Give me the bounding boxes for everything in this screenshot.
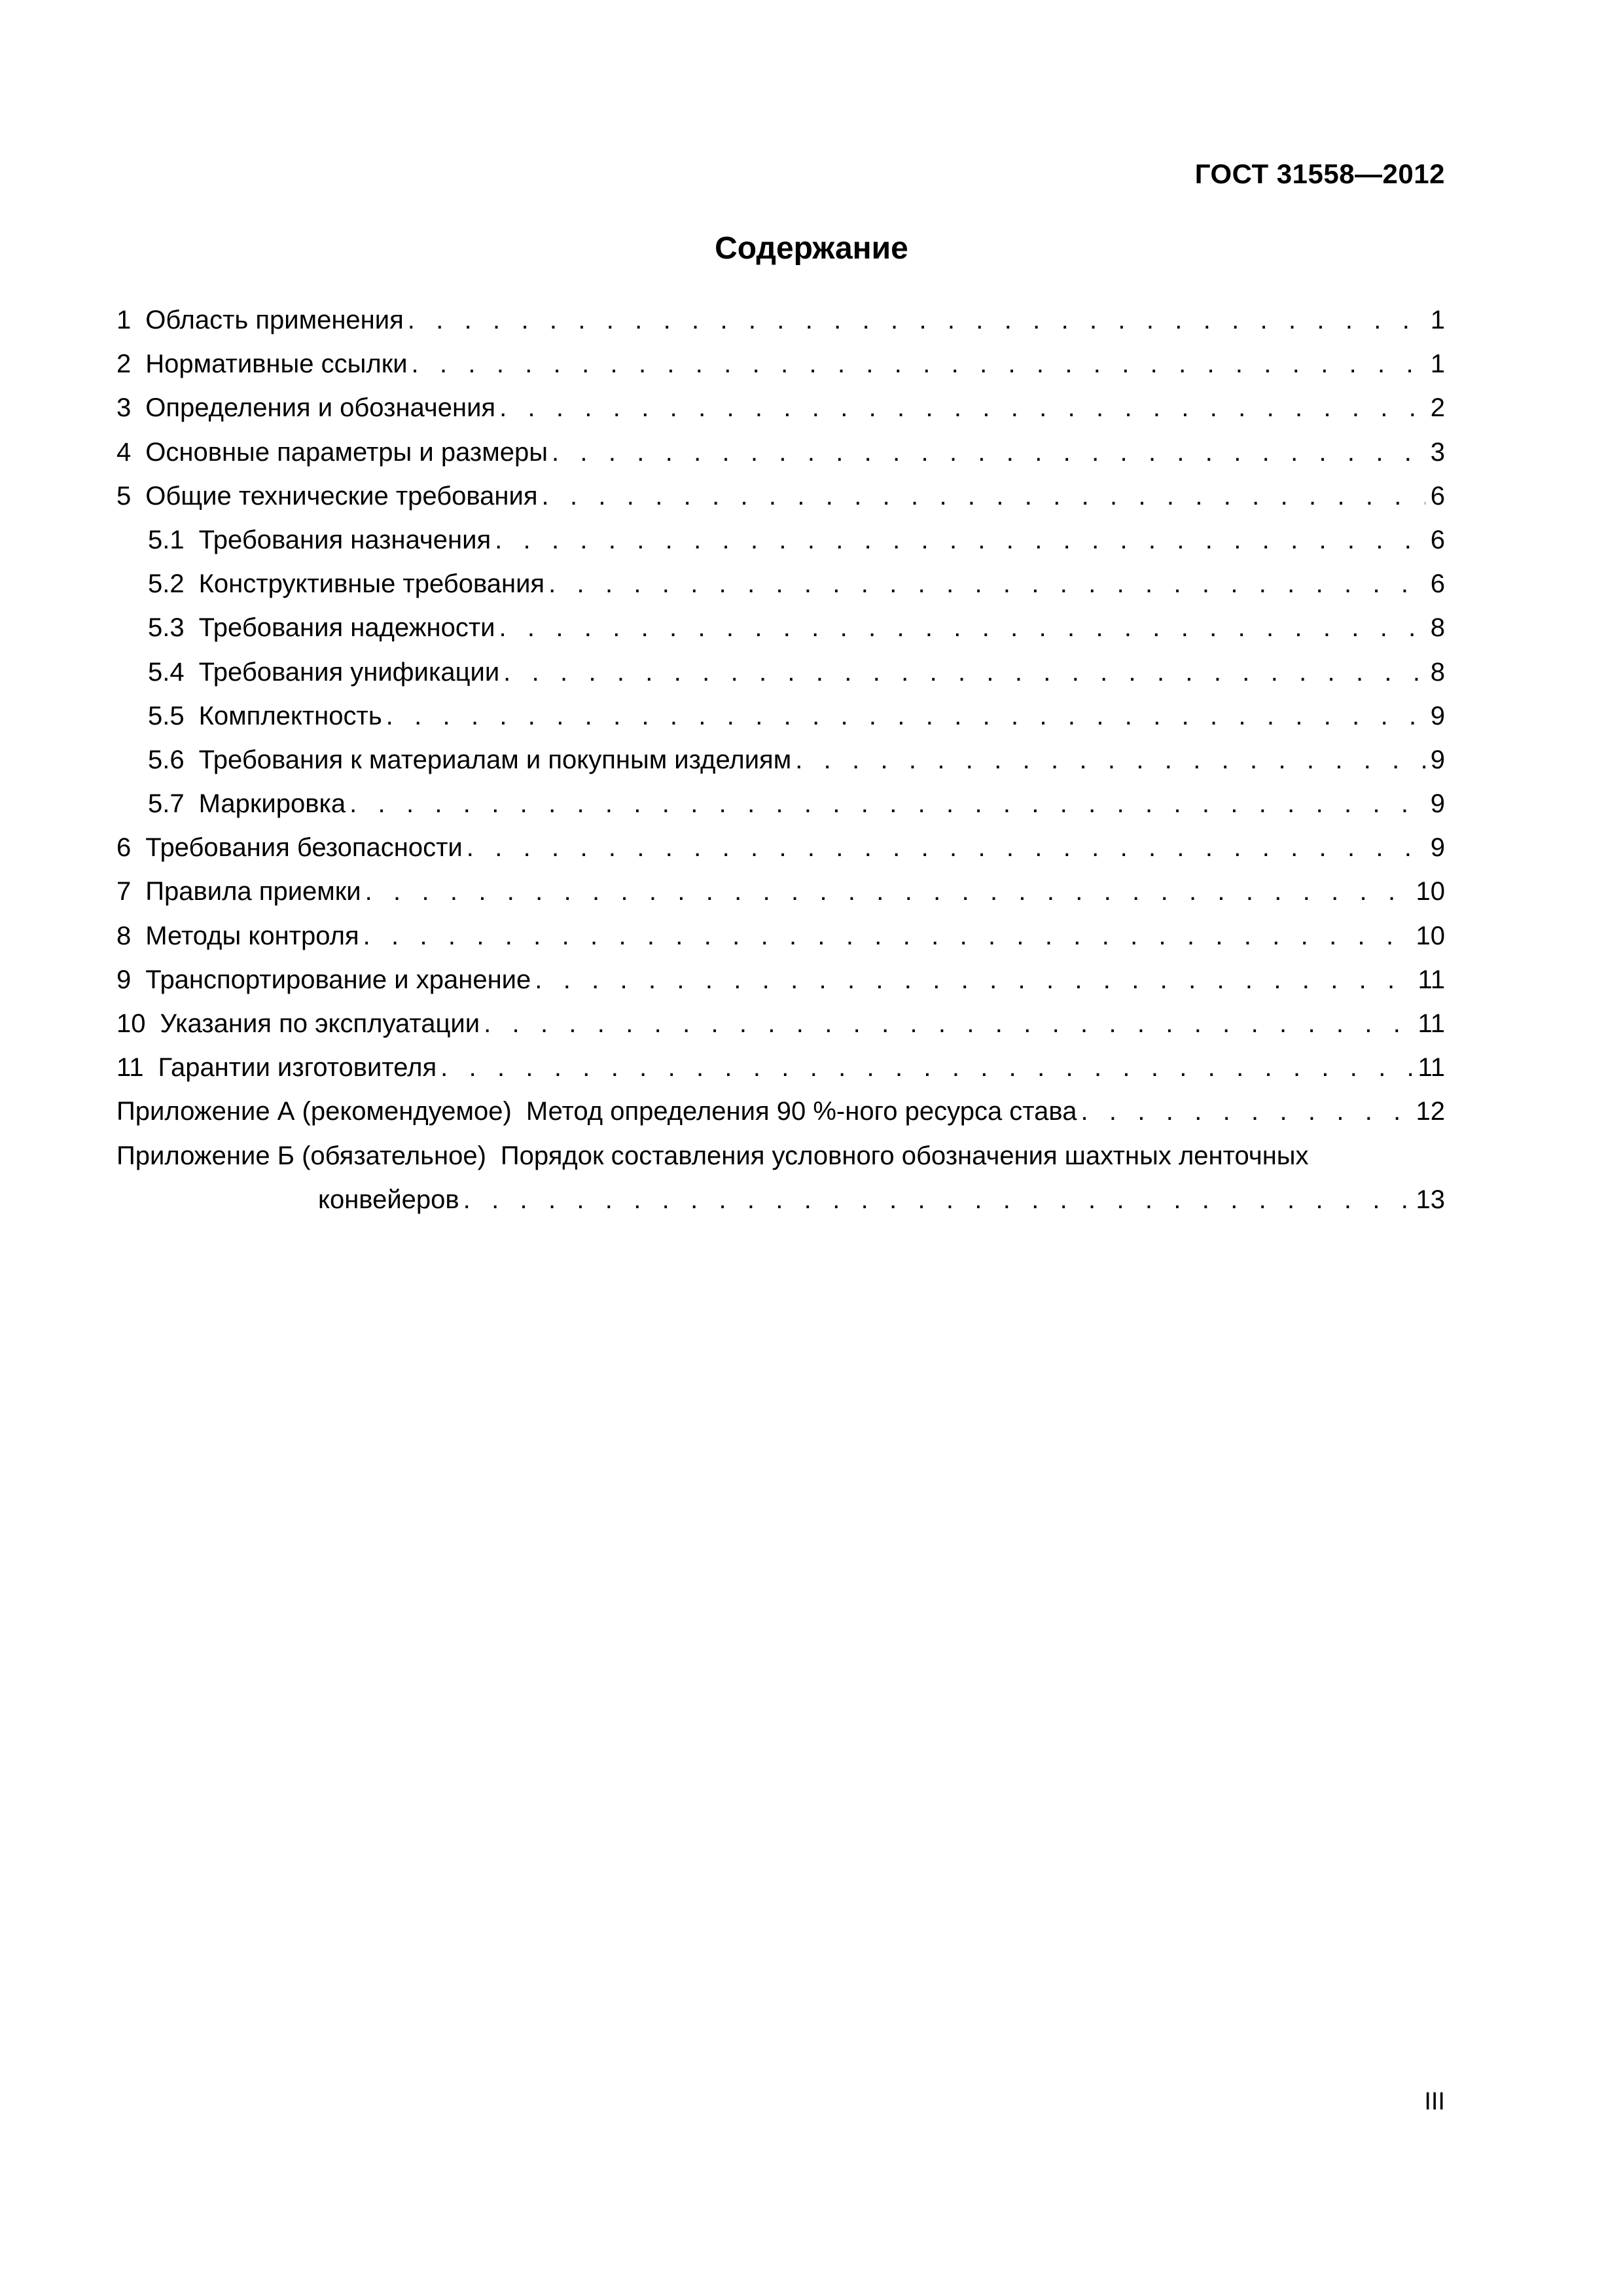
toc-entry-title: конвейеров xyxy=(318,1185,459,1214)
toc-entry-page: 9 xyxy=(1430,789,1445,819)
toc-entry-number: 8 xyxy=(116,921,132,950)
toc-entry-page: 12 xyxy=(1416,1097,1445,1126)
toc-subentry[interactable] xyxy=(116,782,1445,826)
toc-entry-title: Комплектность xyxy=(198,701,382,730)
toc-entry-title: Правила приемки xyxy=(145,877,361,906)
toc-entry-page: 6 xyxy=(1430,481,1445,511)
toc-entry-page: 8 xyxy=(1430,657,1445,687)
toc-entry-title: Требования безопасности xyxy=(145,833,463,863)
toc-entry-page: 13 xyxy=(1416,1185,1445,1214)
toc-leader-dots xyxy=(363,914,1411,958)
toc-leader-dots xyxy=(499,386,1425,430)
toc-subentry[interactable] xyxy=(116,606,1445,650)
toc-entry-number: 6 xyxy=(116,833,132,863)
toc-entry[interactable] xyxy=(116,386,1445,430)
toc-entry-number: 3 xyxy=(116,393,132,423)
toc-entry[interactable] xyxy=(116,475,1445,518)
toc-appendix-entry[interactable] xyxy=(116,1090,1445,1134)
toc-subentry[interactable] xyxy=(116,651,1445,694)
toc-appendix-entry[interactable] xyxy=(116,1134,1445,1178)
toc-leader-dots xyxy=(484,1002,1412,1046)
toc-entry[interactable] xyxy=(116,870,1445,914)
toc-leader-dots xyxy=(440,1046,1412,1090)
toc-entry-page: 11 xyxy=(1418,1053,1445,1083)
toc-entry-page: 6 xyxy=(1430,525,1445,554)
toc-entry-page: 1 xyxy=(1430,350,1445,379)
toc-entry-number: 5.3 xyxy=(148,613,185,643)
toc-entry-title: Нормативные ссылки xyxy=(145,350,408,379)
toc-entry[interactable] xyxy=(116,431,1445,475)
toc-entry-number: 10 xyxy=(116,1009,146,1038)
toc-entry-title: Требования назначения xyxy=(198,525,491,554)
toc-entry-page: 3 xyxy=(1430,437,1445,467)
toc-leader-dots xyxy=(408,298,1425,342)
toc-entry-title: Указания по эксплуатации xyxy=(160,1009,480,1038)
toc-subentry[interactable] xyxy=(116,562,1445,606)
toc-entry-title: Транспортирование и хранение xyxy=(145,965,531,994)
toc-appendix-entry-continuation[interactable] xyxy=(116,1178,1445,1222)
toc-entry-page: 8 xyxy=(1430,613,1445,643)
toc-entry-number: 1 xyxy=(116,306,132,334)
toc-leader-dots xyxy=(412,342,1425,386)
toc-entry-title: Требования к материалам и покупным изделиям xyxy=(198,745,792,774)
toc-entry[interactable] xyxy=(116,826,1445,870)
toc-entry-number: 7 xyxy=(116,877,132,906)
toc-entry-title: Гарантии изготовителя xyxy=(158,1053,437,1083)
toc-entry-page: 11 xyxy=(1418,1009,1445,1038)
toc-entry-number: 5.2 xyxy=(148,569,185,599)
toc-leader-dots xyxy=(495,518,1425,562)
toc-entry-page: 9 xyxy=(1430,833,1445,863)
toc-leader-dots xyxy=(467,826,1425,870)
toc-leader-dots xyxy=(503,651,1425,694)
toc-entry[interactable] xyxy=(116,1046,1445,1090)
toc-entry-number: 5.1 xyxy=(148,525,185,554)
toc-leader-dots xyxy=(795,738,1425,782)
toc-entry-number: 11 xyxy=(116,1053,144,1083)
toc-entry-title: Конструктивные требования xyxy=(198,569,545,599)
toc-leader-dots xyxy=(535,958,1412,1002)
toc-leader-dots xyxy=(548,562,1425,606)
toc-leader-dots xyxy=(349,782,1425,826)
toc-entry-title: Метод определения 90 %-ного ресурса става xyxy=(526,1097,1077,1126)
toc-subentry[interactable] xyxy=(116,738,1445,782)
toc-entry[interactable] xyxy=(116,1002,1445,1046)
toc-entry[interactable] xyxy=(116,342,1445,386)
toc-entry[interactable] xyxy=(116,298,1445,342)
toc-entry-number: 5.5 xyxy=(148,701,185,730)
toc-leader-dots xyxy=(365,870,1411,914)
toc-appendix-label: Приложение А (рекомендуемое) xyxy=(116,1097,512,1126)
toc-leader-dots xyxy=(552,431,1425,475)
toc-leader-dots xyxy=(499,606,1425,650)
document-code: ГОСТ 31558—2012 xyxy=(1194,158,1445,189)
table-of-contents xyxy=(116,298,1445,1222)
toc-entry-page: 9 xyxy=(1430,701,1445,730)
toc-subentry[interactable] xyxy=(116,518,1445,562)
toc-entry-title: Требования надежности xyxy=(198,613,495,643)
toc-entry-number: 5.7 xyxy=(148,789,185,819)
toc-entry-number: 4 xyxy=(116,437,132,467)
toc-entry-number: 5 xyxy=(116,481,132,511)
toc-leader-dots xyxy=(1080,1090,1410,1134)
toc-entry-page: 2 xyxy=(1430,393,1445,423)
toc-entry-number: 9 xyxy=(116,965,132,994)
toc-entry-title: Область применения xyxy=(145,306,404,334)
toc-entry-page: 10 xyxy=(1416,921,1445,950)
toc-entry-title: Методы контроля xyxy=(145,921,359,950)
toc-title: Содержание xyxy=(715,231,908,266)
toc-entry-title: Маркировка xyxy=(198,789,346,819)
toc-entry-title: Порядок составления условного обозначения шахтных ленточных xyxy=(500,1141,1309,1170)
toc-entry-title: Основные параметры и размеры xyxy=(145,437,548,467)
toc-entry[interactable] xyxy=(116,914,1445,958)
toc-entry-number: 5.6 xyxy=(148,745,185,774)
toc-entry-page: 9 xyxy=(1430,745,1445,774)
toc-entry-page: 1 xyxy=(1430,306,1445,334)
toc-appendix-label: Приложение Б (обязательное) xyxy=(116,1141,486,1170)
toc-leader-dots xyxy=(463,1178,1411,1222)
toc-entry-title: Требования унификации xyxy=(198,657,500,687)
toc-leader-dots xyxy=(386,694,1425,738)
toc-entry-number: 5.4 xyxy=(148,657,185,687)
toc-entry-number: 2 xyxy=(116,350,132,379)
toc-entry-page: 10 xyxy=(1416,877,1445,906)
toc-entry-title: Общие технические требования xyxy=(145,481,538,511)
toc-entry-page: 11 xyxy=(1418,965,1445,994)
page-number: III xyxy=(1424,2088,1445,2115)
toc-entry-title: Определения и обозначения xyxy=(145,393,496,423)
toc-entry-page: 6 xyxy=(1430,569,1445,599)
toc-entry[interactable] xyxy=(116,958,1445,1002)
toc-subentry[interactable] xyxy=(116,694,1445,738)
toc-leader-dots xyxy=(542,475,1425,518)
